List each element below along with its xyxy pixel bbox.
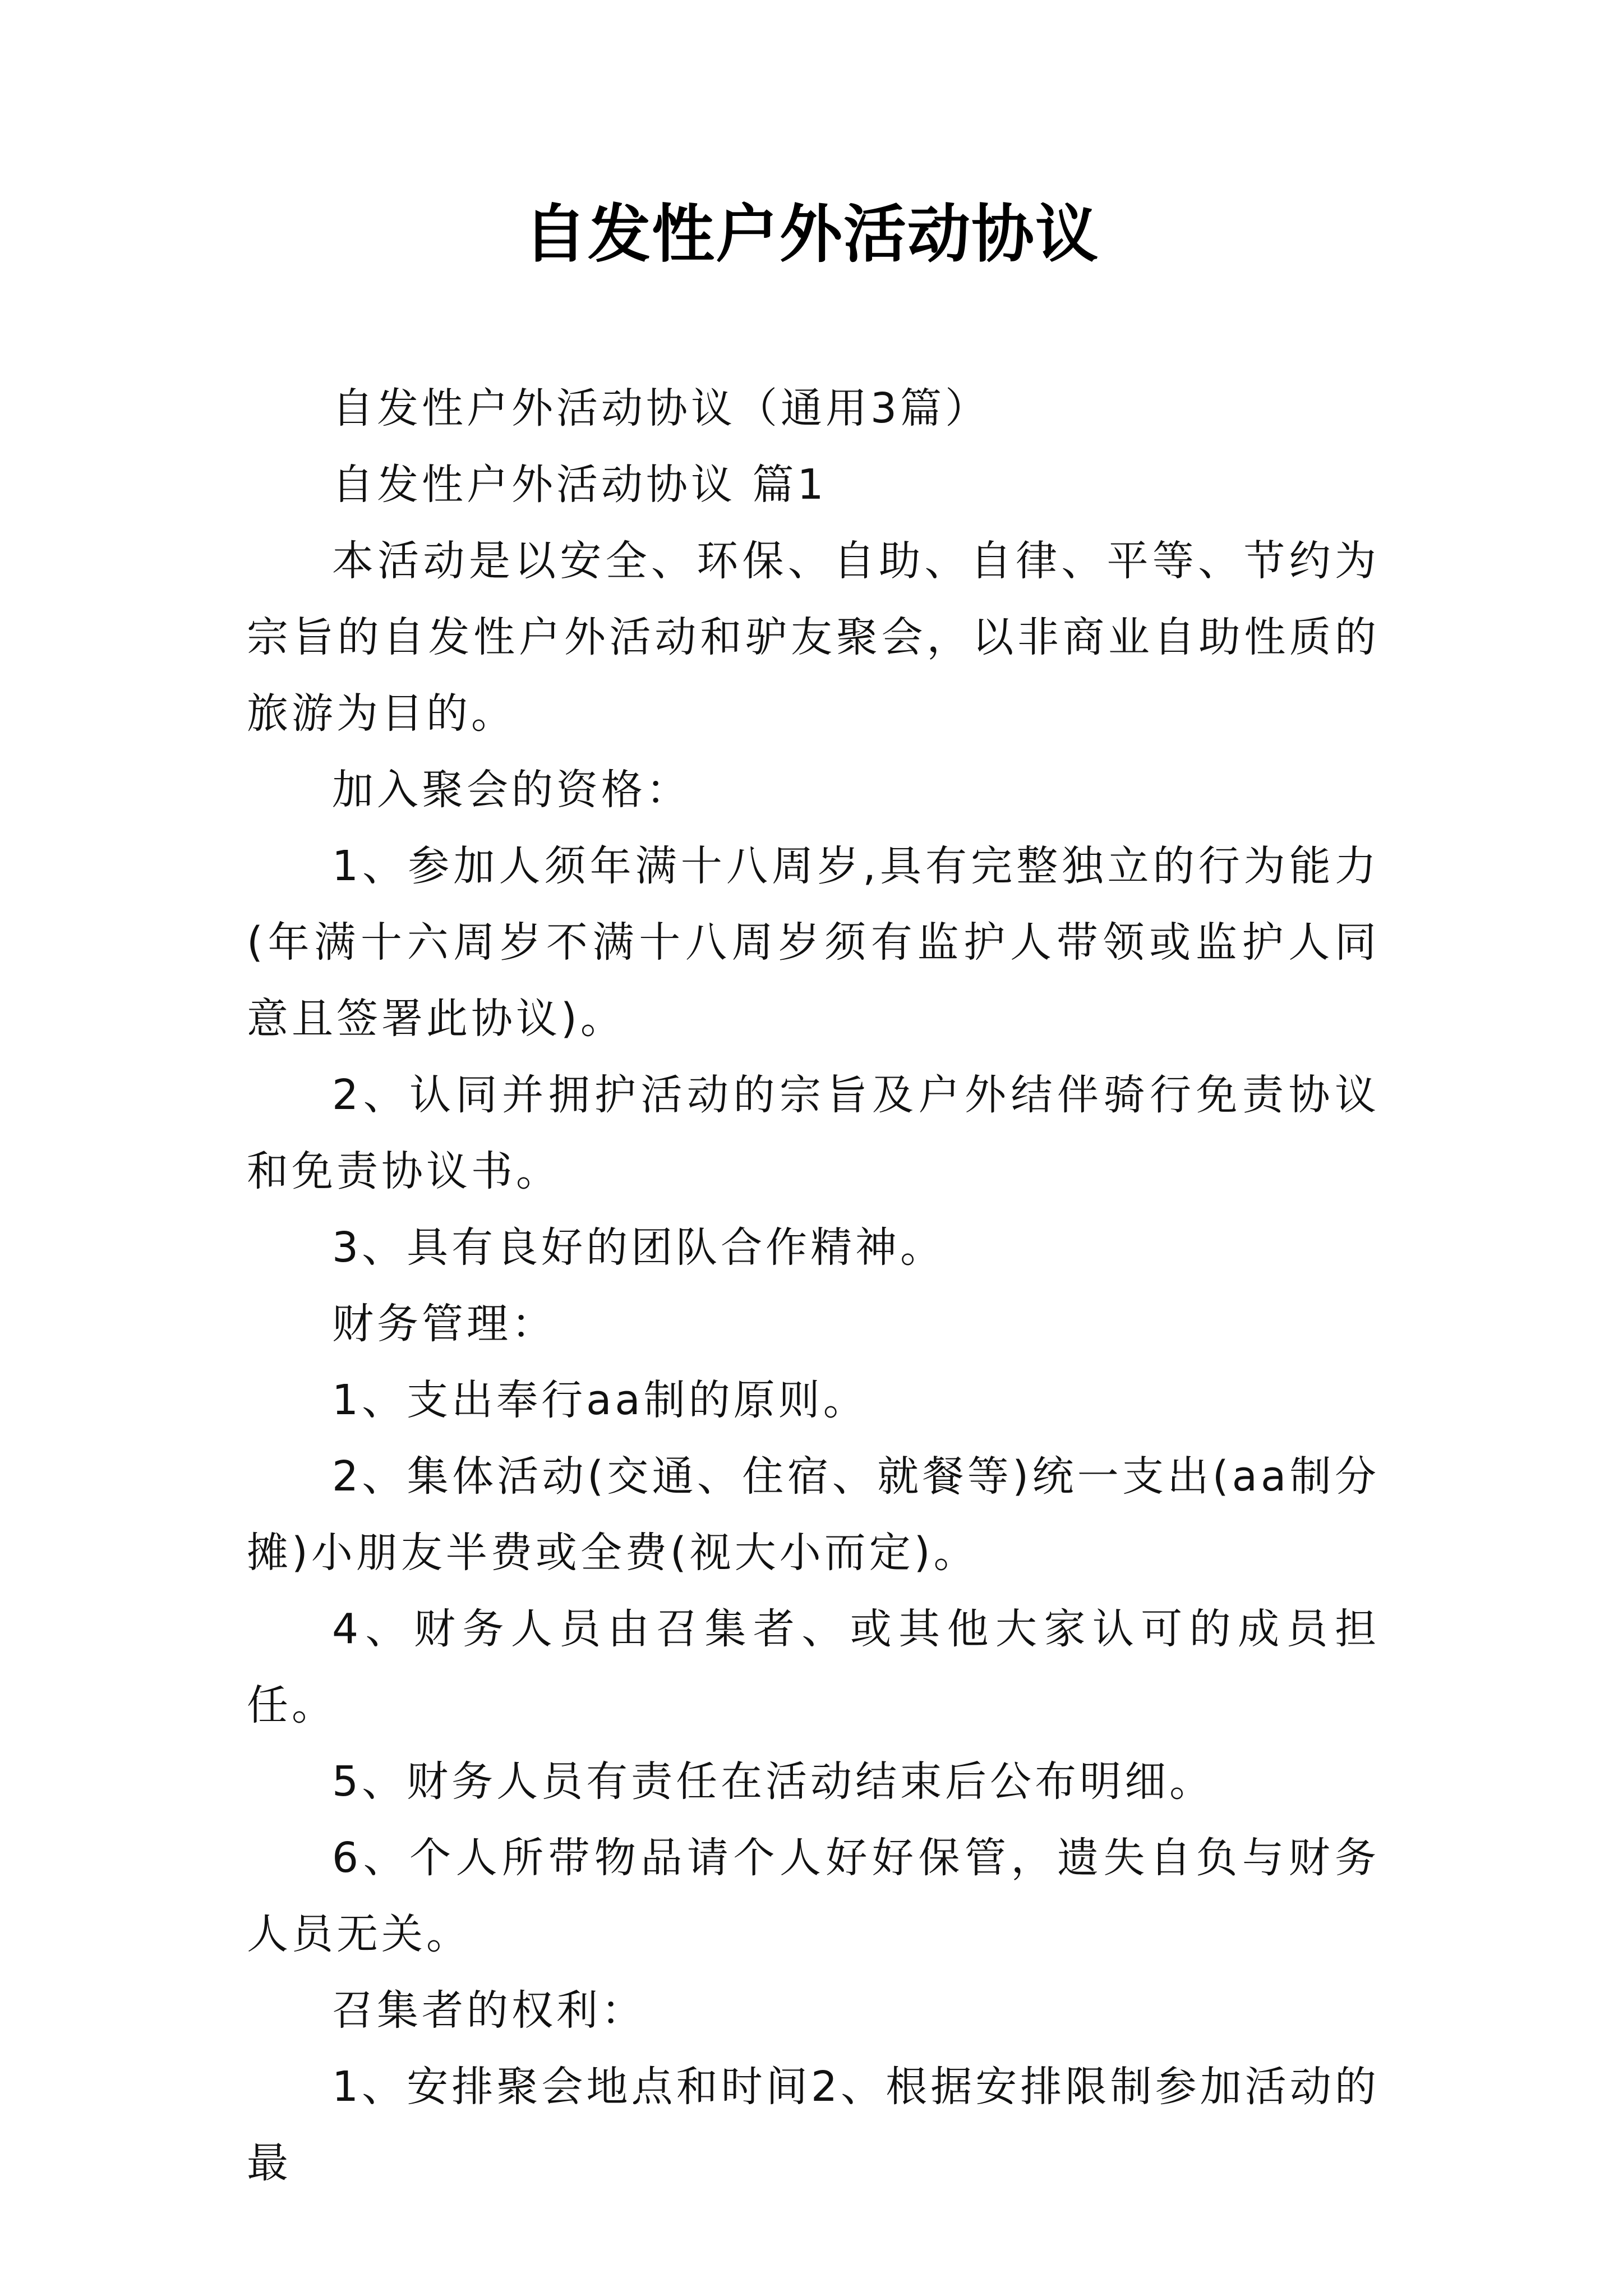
paragraph: 加入聚会的资格： [332, 766, 691, 814]
paragraph: 自发性户外活动协议 篇1 [332, 461, 827, 509]
paragraph: 自发性户外活动协议（通用3篇） [332, 384, 990, 432]
document-title: 自发性户外活动协议 [524, 197, 1099, 271]
paragraph: 1、安排聚会地点和时间2、根据安排限制参加活动的最 [247, 2063, 1380, 2187]
paragraph: 6、个人所带物品请个人好好保管，遗失自负与财务人员无关。 [247, 1834, 1380, 1958]
paragraph: 本活动是以安全、环保、自助、自律、平等、节约为宗旨的自发性户外活动和驴友聚会，以非商业自助性质的旅游为目的。 [247, 537, 1380, 738]
paragraph: 2、集体活动(交通、住宿、就餐等)统一支出(aa制分摊)小朋友半费或全费(视大小而定)。 [247, 1452, 1380, 1577]
paragraph: 5、财务人员有责任在活动结束后公布明细。 [332, 1757, 1215, 1806]
paragraph: 4、财务人员由召集者、或其他大家认可的成员担任。 [247, 1605, 1380, 1729]
paragraph: 1、参加人须年满十八周岁,具有完整独立的行为能力(年满十六周岁不满十八周岁须有监护人带领或监护人同意且签署此协议)。 [247, 842, 1380, 1043]
paragraph: 3、具有良好的团队合作精神。 [332, 1223, 946, 1272]
paragraph: 财务管理： [332, 1300, 556, 1348]
document-body [247, 370, 1380, 2201]
paragraph: 1、支出奉行aa制的原则。 [332, 1376, 868, 1424]
paragraph: 2、认同并拥护活动的宗旨及户外结伴骑行免责协议和免责协议书。 [247, 1071, 1380, 1195]
paragraph: 召集者的权利： [332, 1986, 646, 2035]
